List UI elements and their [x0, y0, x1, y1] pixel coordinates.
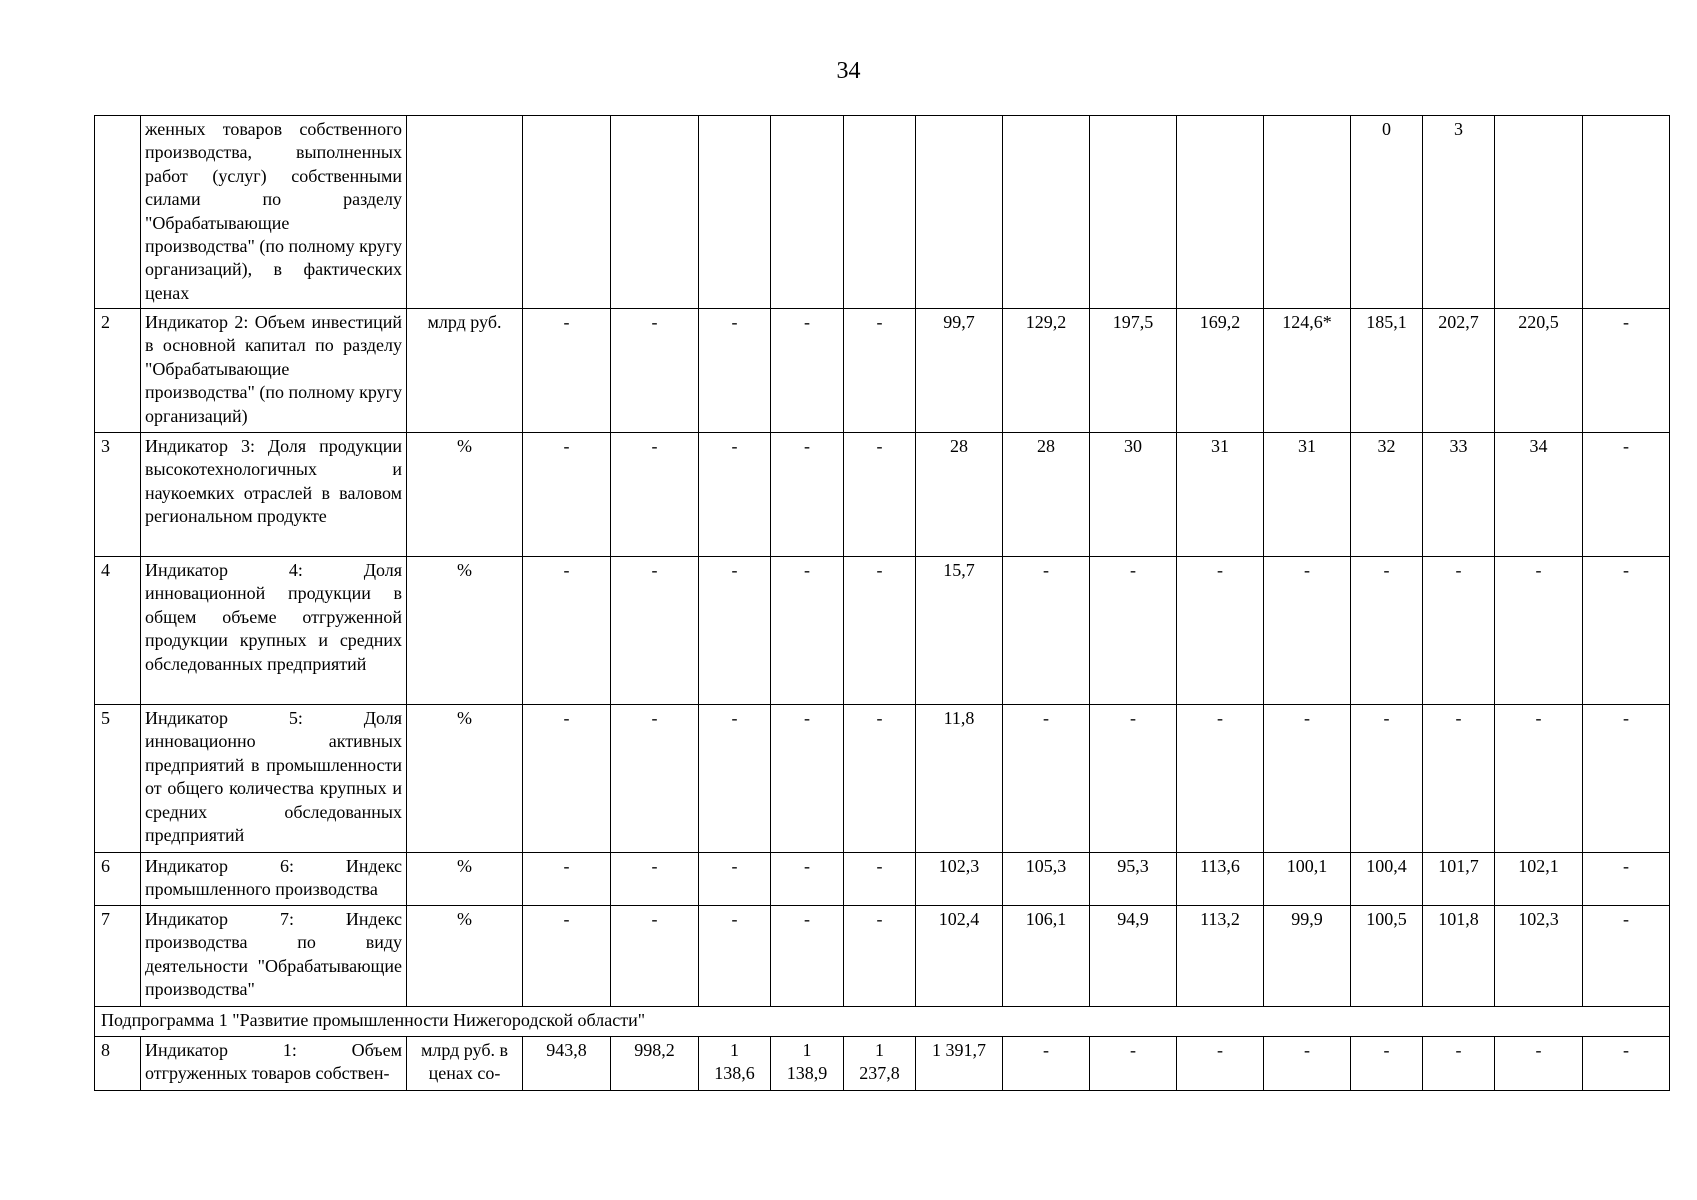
table-row	[95, 1037, 1670, 1091]
table-row	[95, 309, 1670, 433]
value-cell: -	[1003, 705, 1090, 853]
value-cell: -	[844, 853, 916, 906]
value-cell: 100,5	[1351, 906, 1423, 1007]
value-cell: -	[771, 906, 844, 1007]
value-cell: 105,3	[1003, 853, 1090, 906]
value-cell: 100,4	[1351, 853, 1423, 906]
value-cell: -	[611, 433, 699, 557]
value-cell: 1 237,8	[844, 1037, 916, 1091]
value-cell: 34	[1495, 433, 1583, 557]
table-row	[95, 853, 1670, 906]
value-cell: 15,7	[916, 557, 1003, 705]
value-cell: 943,8	[523, 1037, 611, 1091]
value-cell: -	[1177, 1037, 1264, 1091]
value-cell: 32	[1351, 433, 1423, 557]
value-cell: 1 391,7	[916, 1037, 1003, 1091]
value-cell	[1495, 116, 1583, 309]
value-cell: -	[1583, 1037, 1670, 1091]
value-cell: -	[1583, 557, 1670, 705]
table-row	[95, 433, 1670, 557]
value-cell: 0	[1351, 116, 1423, 309]
value-cell: 33	[1423, 433, 1495, 557]
value-cell: -	[1583, 705, 1670, 853]
value-cell: -	[1177, 557, 1264, 705]
value-cell	[916, 116, 1003, 309]
value-cell	[1264, 116, 1351, 309]
value-cell	[1090, 116, 1177, 309]
row-number: 3	[95, 433, 141, 557]
row-number: 6	[95, 853, 141, 906]
value-cell: -	[1351, 557, 1423, 705]
subprogram-row	[95, 1007, 1670, 1037]
value-cell: 28	[1003, 433, 1090, 557]
unit-cell: %	[407, 557, 523, 705]
value-cell: -	[1264, 705, 1351, 853]
value-cell: -	[771, 433, 844, 557]
indicators-table	[94, 115, 1670, 1091]
value-cell: 113,2	[1177, 906, 1264, 1007]
row-number: 8	[95, 1037, 141, 1091]
row-number: 4	[95, 557, 141, 705]
value-cell: -	[1177, 705, 1264, 853]
value-cell	[699, 116, 771, 309]
value-cell: 102,1	[1495, 853, 1583, 906]
value-cell: -	[1495, 705, 1583, 853]
value-cell: 3	[1423, 116, 1495, 309]
indicator-name: Индикатор 2: Объем инвестиций в основной капитал по разделу "Обрабатывающие производства" (по полному кругу организаций)	[141, 309, 407, 433]
subprogram-title: Подпрограмма 1 "Развитие промышленности Нижегородской области"	[95, 1007, 1670, 1037]
value-cell: -	[1583, 433, 1670, 557]
value-cell	[611, 116, 699, 309]
value-cell: 101,8	[1423, 906, 1495, 1007]
table-row	[95, 557, 1670, 705]
value-cell: -	[844, 557, 916, 705]
value-cell: 998,2	[611, 1037, 699, 1091]
value-cell: 95,3	[1090, 853, 1177, 906]
indicator-name: Индикатор 3: Доля продукции высокотехнологичных и наукоемких отраслей в валовом региональном продукте	[141, 433, 407, 557]
value-cell: 1 138,9	[771, 1037, 844, 1091]
value-cell: -	[699, 557, 771, 705]
value-cell: 202,7	[1423, 309, 1495, 433]
value-cell	[844, 116, 916, 309]
value-cell: -	[771, 309, 844, 433]
unit-cell	[407, 116, 523, 309]
value-cell: -	[771, 705, 844, 853]
value-cell	[771, 116, 844, 309]
unit-cell: млрд руб. в ценах со-	[407, 1037, 523, 1091]
value-cell	[1003, 116, 1090, 309]
value-cell: 31	[1264, 433, 1351, 557]
value-cell: -	[1351, 1037, 1423, 1091]
value-cell: 99,9	[1264, 906, 1351, 1007]
value-cell: 124,6*	[1264, 309, 1351, 433]
value-cell: -	[699, 853, 771, 906]
value-cell: -	[1583, 853, 1670, 906]
value-cell: -	[1423, 705, 1495, 853]
value-cell: 102,3	[916, 853, 1003, 906]
unit-cell: %	[407, 705, 523, 853]
row-number: 7	[95, 906, 141, 1007]
value-cell: -	[1264, 557, 1351, 705]
value-cell: 129,2	[1003, 309, 1090, 433]
value-cell: -	[611, 906, 699, 1007]
value-cell: -	[523, 705, 611, 853]
value-cell: -	[611, 705, 699, 853]
indicator-name: Индикатор 1: Объем отгруженных товаров собствен-	[141, 1037, 407, 1091]
value-cell: -	[844, 705, 916, 853]
value-cell: -	[523, 433, 611, 557]
value-cell	[523, 116, 611, 309]
value-cell: 113,6	[1177, 853, 1264, 906]
value-cell: -	[1090, 1037, 1177, 1091]
value-cell: 11,8	[916, 705, 1003, 853]
value-cell: -	[844, 309, 916, 433]
value-cell: 30	[1090, 433, 1177, 557]
value-cell: 197,5	[1090, 309, 1177, 433]
value-cell: -	[1003, 1037, 1090, 1091]
value-cell: 102,3	[1495, 906, 1583, 1007]
value-cell: -	[1583, 906, 1670, 1007]
value-cell: -	[1264, 1037, 1351, 1091]
table-row	[95, 906, 1670, 1007]
value-cell: -	[771, 557, 844, 705]
value-cell: -	[523, 557, 611, 705]
value-cell: 185,1	[1351, 309, 1423, 433]
value-cell: -	[844, 433, 916, 557]
page-number: 34	[836, 58, 861, 84]
table-row	[95, 705, 1670, 853]
row-number: 2	[95, 309, 141, 433]
value-cell: 220,5	[1495, 309, 1583, 433]
value-cell: -	[1495, 1037, 1583, 1091]
value-cell: -	[1423, 1037, 1495, 1091]
value-cell: -	[523, 309, 611, 433]
value-cell: 94,9	[1090, 906, 1177, 1007]
indicator-name: Индикатор 5: Доля инновационно активных предприятий в промышленности от общего количества крупных и средних обследованных предприятий	[141, 705, 407, 853]
value-cell: -	[611, 309, 699, 433]
value-cell: -	[699, 705, 771, 853]
value-cell: 100,1	[1264, 853, 1351, 906]
value-cell: -	[1495, 557, 1583, 705]
unit-cell: %	[407, 906, 523, 1007]
value-cell: -	[1423, 557, 1495, 705]
value-cell: -	[699, 433, 771, 557]
row-number	[95, 116, 141, 309]
indicator-name: Индикатор 7: Индекс производства по виду деятельности "Обрабатывающие производства"	[141, 906, 407, 1007]
value-cell: -	[1090, 705, 1177, 853]
value-cell: -	[771, 853, 844, 906]
value-cell: -	[1003, 557, 1090, 705]
value-cell: 99,7	[916, 309, 1003, 433]
unit-cell: %	[407, 433, 523, 557]
table-row	[95, 116, 1670, 309]
value-cell: 1 138,6	[699, 1037, 771, 1091]
value-cell: 106,1	[1003, 906, 1090, 1007]
value-cell: -	[611, 853, 699, 906]
value-cell: -	[1351, 705, 1423, 853]
indicator-name: женных товаров собственного производства, выполненных работ (услуг) собственными силами по разделу "Обрабатывающие производства" (по полному кругу организаций), в фактических ценах	[141, 116, 407, 309]
value-cell	[1583, 116, 1670, 309]
unit-cell: %	[407, 853, 523, 906]
value-cell: -	[611, 557, 699, 705]
indicator-name: Индикатор 6: Индекс промышленного производства	[141, 853, 407, 906]
value-cell: -	[699, 906, 771, 1007]
value-cell: 28	[916, 433, 1003, 557]
value-cell: -	[523, 906, 611, 1007]
value-cell: -	[1090, 557, 1177, 705]
indicator-name: Индикатор 4: Доля инновационной продукции в общем объеме отгруженной продукции крупных и средних обследованных предприятий	[141, 557, 407, 705]
value-cell: 101,7	[1423, 853, 1495, 906]
value-cell: 31	[1177, 433, 1264, 557]
value-cell: 102,4	[916, 906, 1003, 1007]
value-cell: -	[523, 853, 611, 906]
value-cell: -	[844, 906, 916, 1007]
row-number: 5	[95, 705, 141, 853]
value-cell: -	[1583, 309, 1670, 433]
value-cell: -	[699, 309, 771, 433]
value-cell	[1177, 116, 1264, 309]
value-cell: 169,2	[1177, 309, 1264, 433]
unit-cell: млрд руб.	[407, 309, 523, 433]
